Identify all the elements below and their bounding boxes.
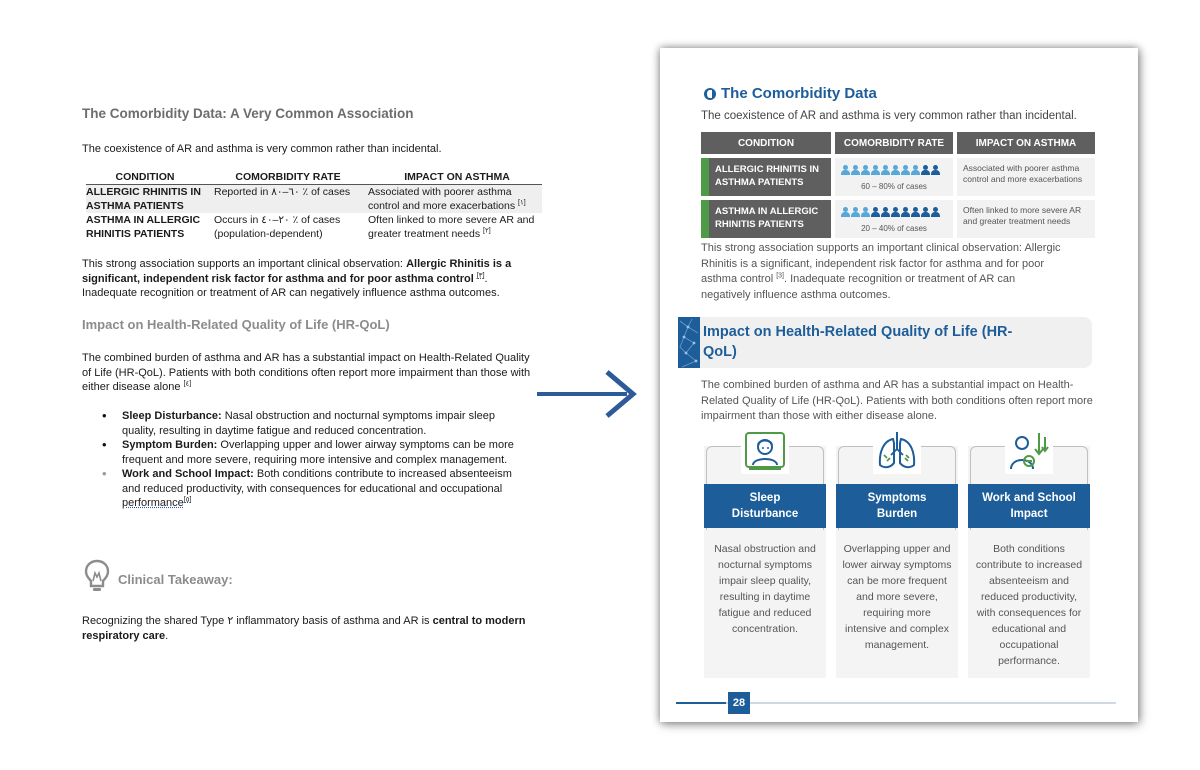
takeaway-para-text: . bbox=[165, 629, 169, 642]
draft-para-text: This strong association supports an important clinical observation: bbox=[82, 258, 407, 270]
bullet-text: Nasal obstruction and nocturnal symptoms impair sleep quality, resulting in daytime fatigue and reduced concentration. bbox=[122, 410, 495, 437]
draft-table-header bbox=[86, 170, 542, 184]
clinical-takeaway bbox=[84, 559, 233, 593]
bullet-title: Work and School Impact: bbox=[122, 468, 254, 480]
draft-intro: The coexistence of AR and asthma is very common rather than incidental. bbox=[82, 143, 442, 155]
draft-cell-rate: Reported in ٦٠–٨٠ ٪ of cases bbox=[214, 186, 351, 198]
bullet-text: Overlapping upper and lower airway symptoms can be more frequent and more severe, requiring more intensive and complex management. bbox=[122, 439, 514, 466]
draft-cell-impact-text: Associated with poorer asthma control and more exacerbations bbox=[368, 186, 516, 212]
section-banner bbox=[678, 317, 1092, 368]
banner-decoration bbox=[678, 317, 700, 368]
page-intro: The coexistence of AR and asthma is very common rather than incidental. bbox=[701, 110, 1077, 122]
designed-page bbox=[660, 48, 1138, 722]
person-icon bbox=[871, 165, 880, 175]
table-row bbox=[701, 200, 1095, 238]
draft-paragraph bbox=[82, 257, 532, 301]
list-item bbox=[102, 467, 522, 511]
draft-heading-hrqol: Impact on Health-Related Quality of Life (HR-QoL) bbox=[82, 317, 390, 332]
rate-label: 20 – 40% of cases bbox=[861, 224, 927, 233]
card-sleep-disturbance bbox=[704, 428, 826, 684]
draft-cell-impact bbox=[368, 213, 542, 241]
draft-cell-rate: Occurs in ٢٠–٤٠ ٪ of cases (population-dependent) bbox=[214, 214, 341, 240]
card-work-school-impact bbox=[968, 428, 1090, 684]
draft-cell-condition: ASTHMA IN ALLERGIC RHINITIS PATIENTS bbox=[86, 214, 201, 240]
col-rate: COMORBIDITY RATE bbox=[835, 132, 953, 154]
draft-col-rate: COMORBIDITY RATE bbox=[235, 171, 341, 183]
person-icon bbox=[911, 165, 920, 175]
cell-condition: ASTHMA IN ALLERGIC RHINITIS PATIENTS bbox=[701, 200, 831, 238]
person-icon bbox=[891, 207, 900, 217]
molecule-pattern-icon bbox=[678, 317, 700, 368]
cell-impact: Often linked to more severe AR and greater treatment needs bbox=[957, 200, 1095, 238]
person-icon bbox=[861, 207, 870, 217]
cell-rate bbox=[835, 158, 953, 196]
bullet-text: Both conditions contribute to increased absenteeism and reduced productivity, with consequences for educational and occupational bbox=[122, 468, 512, 495]
draft-para-text: The combined burden of asthma and AR has a substantial impact on Health-Related Quality of Life (HR-QoL). Patients with both conditions often report more impairment than those with either disease alone bbox=[82, 352, 531, 393]
page-paragraph: The combined burden of asthma and AR has a substantial impact on Health-Related Quality of Life (HR-QoL). Patients with both conditions often report more impairment than those with either disease alone. bbox=[701, 379, 1093, 422]
page-number: 28 bbox=[728, 692, 750, 714]
bullet-tail-link[interactable]: performance bbox=[122, 497, 184, 509]
draft-ref: [٤] bbox=[183, 380, 192, 388]
card-text: Overlapping upper and lower airway symptoms can be more frequent and more severe, requiring more intensive and complex management. bbox=[842, 543, 952, 651]
draft-table-row bbox=[86, 184, 542, 213]
card-text: Nasal obstruction and nocturnal symptoms impair sleep quality, resulting in daytime fatigue and reduced concentration. bbox=[714, 543, 816, 635]
lungs-icon bbox=[873, 428, 921, 474]
person-icon bbox=[841, 165, 850, 175]
draft-cell-impact bbox=[368, 185, 542, 213]
lightbulb-icon bbox=[84, 559, 110, 593]
draft-para-text: . Inadequate recognition or treatment of AR can negatively influence asthma outcomes. bbox=[82, 272, 500, 299]
cell-rate bbox=[835, 200, 953, 238]
page-heading bbox=[704, 85, 877, 102]
impact-cards bbox=[704, 428, 1090, 684]
declining-person-icon bbox=[1005, 428, 1053, 474]
draft-col-impact: IMPACT ON ASTHMA bbox=[404, 171, 510, 183]
draft-heading: The Comorbidity Data: A Very Common Association bbox=[82, 106, 414, 121]
page-para-text: . Inadequate recognition or treatment of AR can negatively influence asthma outcomes. bbox=[701, 273, 1016, 301]
person-icon bbox=[851, 207, 860, 217]
card-title: Work and School Impact bbox=[968, 484, 1090, 528]
page-para-text: This strong association supports an important clinical observation: Allergic Rhinitis is a significant, independent risk factor for asthma and for poor asthma control bbox=[701, 242, 1061, 285]
section-bullet-icon bbox=[704, 88, 716, 100]
person-icon bbox=[921, 207, 930, 217]
draft-table bbox=[86, 170, 542, 241]
transform-arrow-icon bbox=[537, 368, 641, 424]
takeaway-title: Clinical Takeaway: bbox=[118, 571, 233, 587]
draft-table-row bbox=[86, 213, 542, 241]
sleep-person-icon bbox=[741, 428, 789, 474]
person-icon bbox=[901, 165, 910, 175]
card-text: Both conditions contribute to increased absenteeism and reduced productivity, with consequences for educational and occupational performance. bbox=[975, 543, 1083, 667]
person-icon bbox=[901, 207, 910, 217]
people-pictogram bbox=[841, 165, 941, 175]
person-icon bbox=[881, 165, 890, 175]
list-item bbox=[102, 438, 522, 467]
draft-paragraph bbox=[82, 351, 534, 395]
page-heading-text: The Comorbidity Data bbox=[721, 85, 877, 102]
draft-ref-link[interactable]: [٣] bbox=[476, 271, 485, 279]
col-condition: CONDITION bbox=[701, 132, 831, 154]
draft-para-bold: Allergic Rhinitis is a significant, independent risk factor for asthma and for poor asthma control bbox=[82, 258, 512, 285]
page-ref: [3] bbox=[776, 272, 784, 280]
bullet-title: Symptom Burden: bbox=[122, 439, 218, 451]
person-icon bbox=[861, 165, 870, 175]
person-icon bbox=[851, 165, 860, 175]
person-icon bbox=[891, 165, 900, 175]
footer-accent bbox=[676, 702, 726, 704]
takeaway-bold: central to modern respiratory care bbox=[82, 615, 526, 642]
person-icon bbox=[931, 207, 940, 217]
card-symptoms-burden bbox=[836, 428, 958, 684]
draft-ref: [١] bbox=[518, 199, 526, 207]
list-item bbox=[102, 409, 522, 438]
person-icon bbox=[881, 207, 890, 217]
person-icon bbox=[871, 207, 880, 217]
card-title: Sleep Disturbance bbox=[704, 484, 826, 528]
person-icon bbox=[911, 207, 920, 217]
bullet-title: Sleep Disturbance: bbox=[122, 410, 222, 422]
draft-col-condition: CONDITION bbox=[115, 171, 175, 183]
comorbidity-table bbox=[701, 132, 1095, 238]
takeaway-para-text: Recognizing the shared Type ٢ inflammatory basis of asthma and AR is bbox=[82, 615, 433, 627]
rate-label: 60 – 80% of cases bbox=[861, 182, 927, 191]
person-icon bbox=[931, 165, 940, 175]
section-title: Impact on Health-Related Quality of Life (HR-QoL) bbox=[703, 324, 1013, 360]
draft-ref-link[interactable]: [٥] bbox=[183, 496, 192, 504]
person-icon bbox=[921, 165, 930, 175]
sleep-person-svg bbox=[743, 429, 787, 473]
lungs-svg bbox=[875, 429, 919, 473]
cell-condition: ALLERGIC RHINITIS IN ASTHMA PATIENTS bbox=[701, 158, 831, 196]
col-impact: IMPACT ON ASTHMA bbox=[957, 132, 1095, 154]
draft-cell-impact-text: Often linked to more severe AR and greater treatment needs bbox=[368, 214, 535, 240]
cell-impact: Associated with poorer asthma control and more exacerbations bbox=[957, 158, 1095, 196]
card-title: Symptoms Burden bbox=[836, 484, 958, 528]
comorbidity-table-header bbox=[701, 132, 1095, 154]
takeaway-text bbox=[82, 614, 532, 643]
person-icon bbox=[841, 207, 850, 217]
draft-cell-condition: ALLERGIC RHINITIS IN ASTHMA PATIENTS bbox=[86, 186, 201, 212]
draft-ref: [٢] bbox=[483, 227, 491, 235]
table-row bbox=[701, 158, 1095, 196]
draft-bullet-list bbox=[102, 409, 522, 511]
page-paragraph bbox=[701, 241, 1067, 303]
people-pictogram bbox=[841, 207, 941, 217]
declining-person-svg bbox=[1007, 429, 1051, 473]
